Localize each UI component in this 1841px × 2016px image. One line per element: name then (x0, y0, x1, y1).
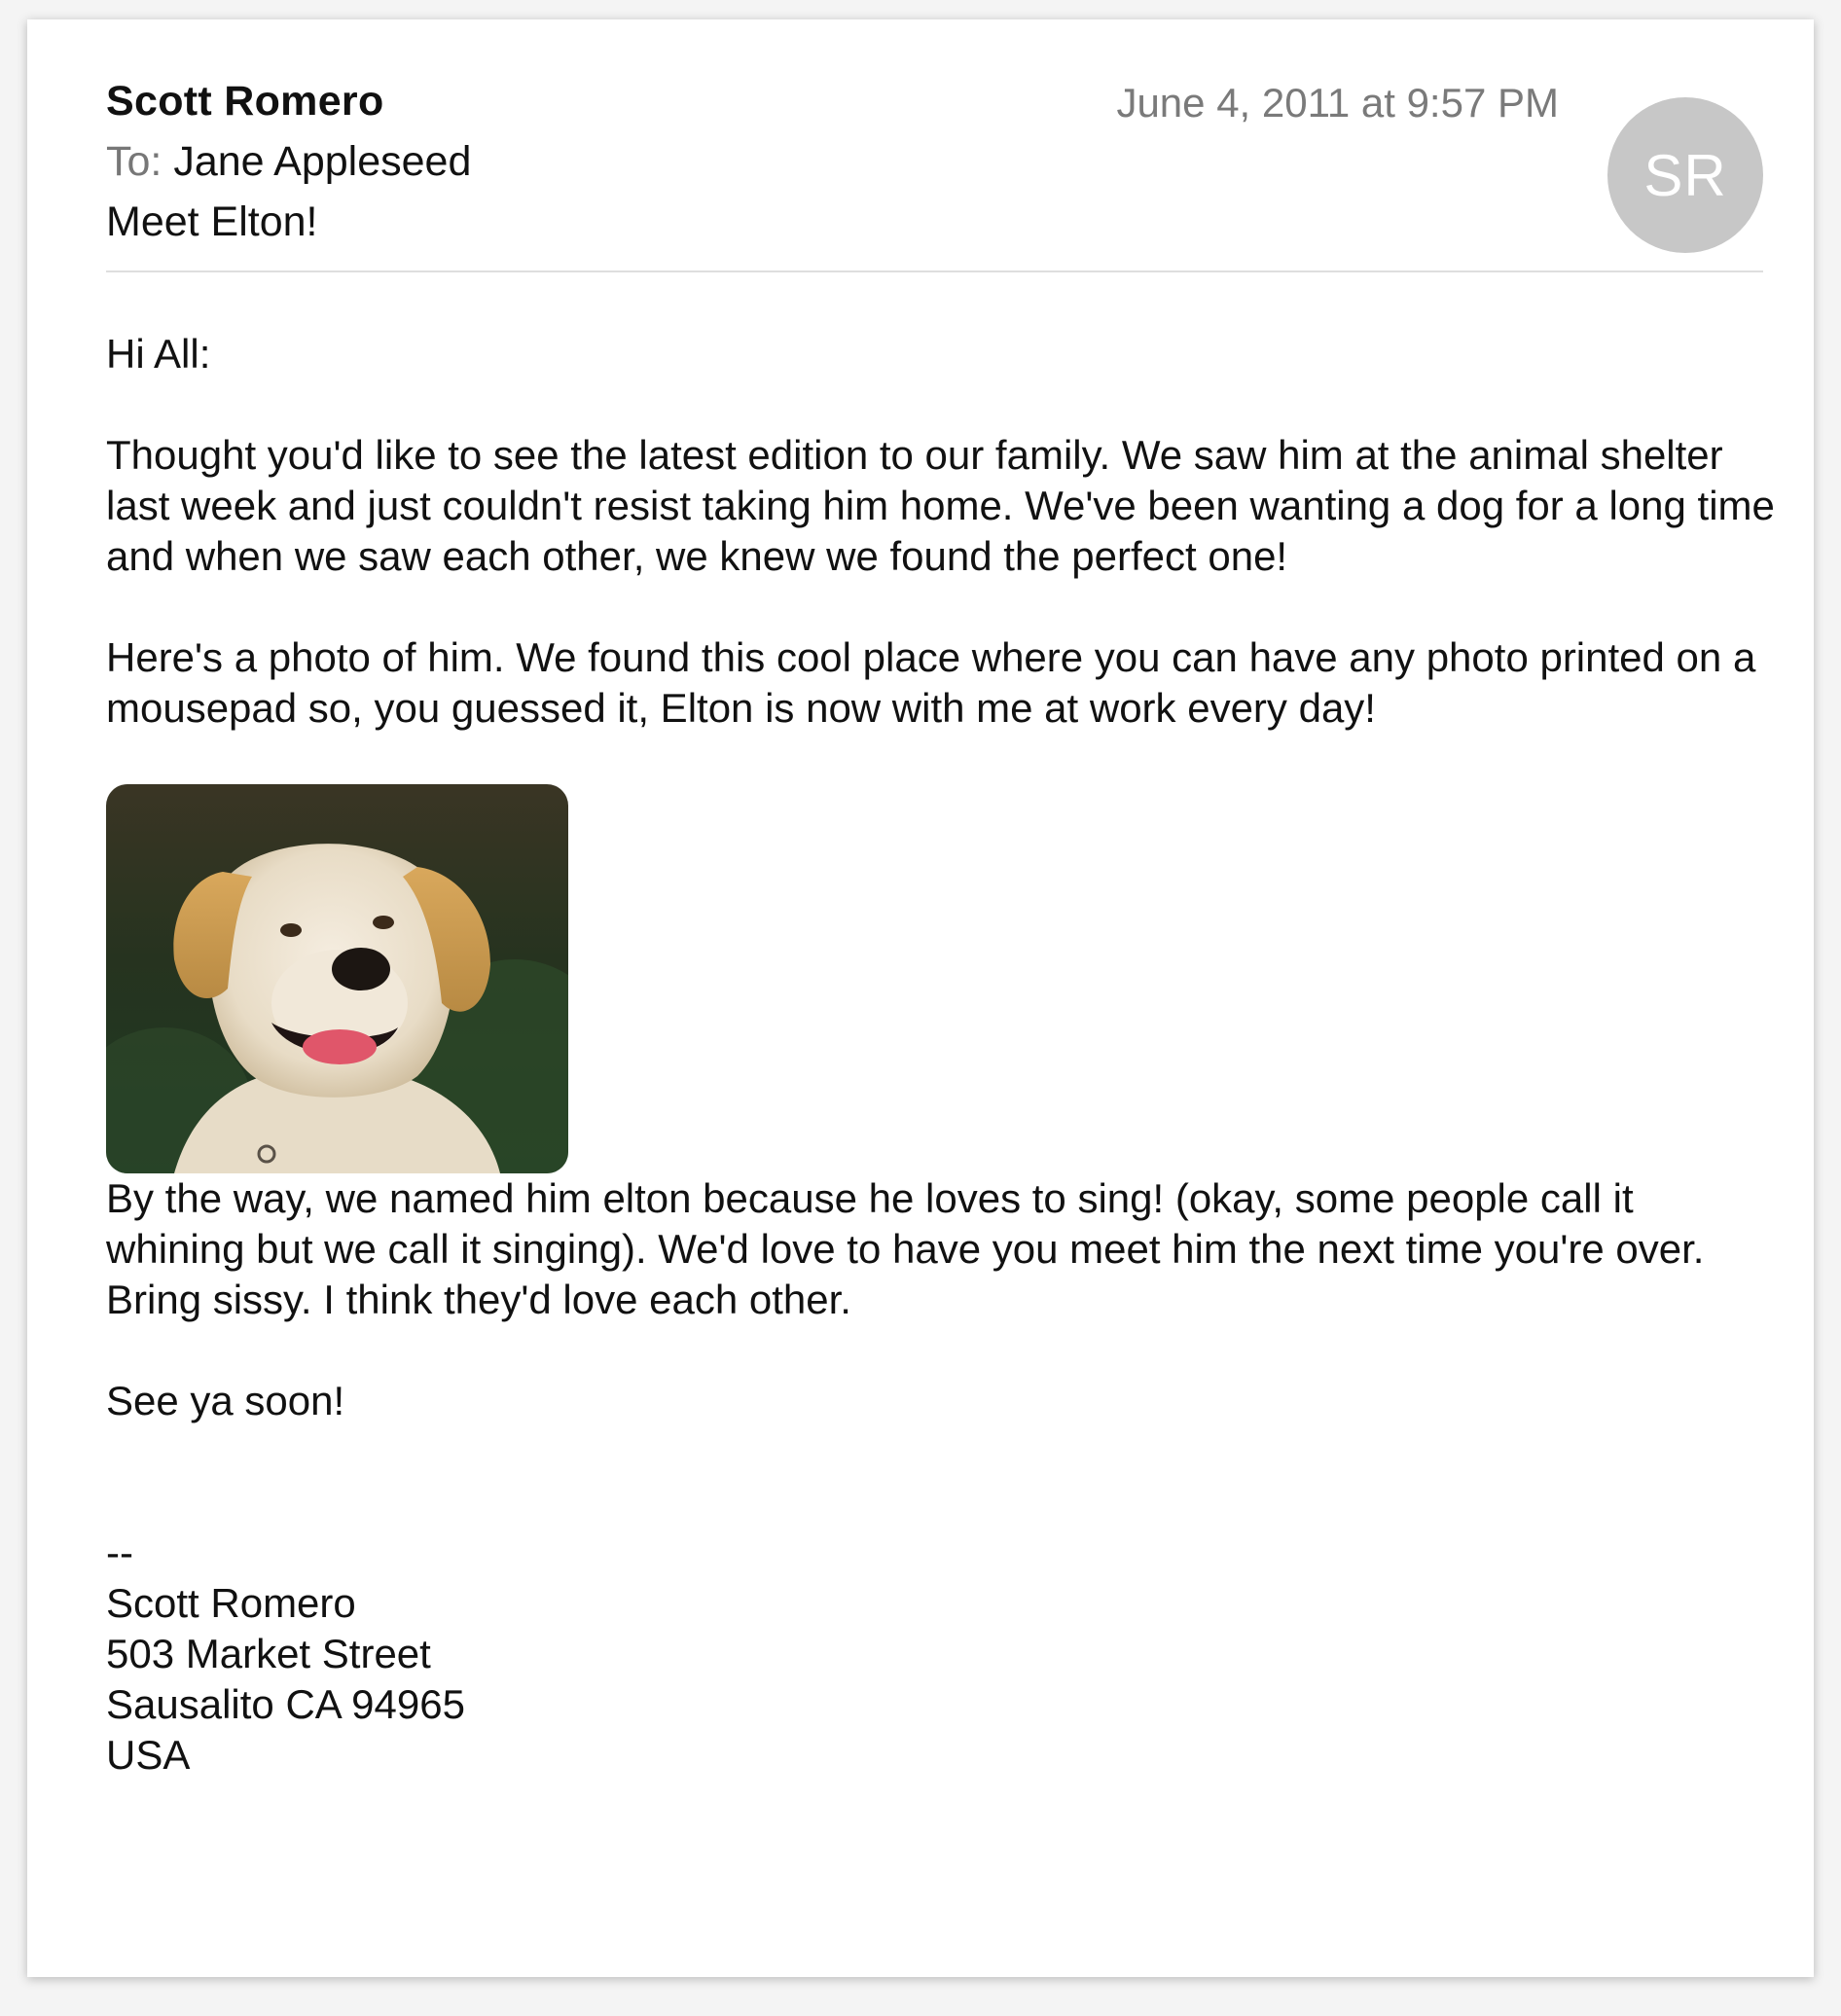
signature-name: Scott Romero (106, 1580, 356, 1626)
dog-photo-attachment[interactable] (106, 784, 568, 1173)
email-card (27, 19, 1814, 1977)
sender-name[interactable]: Scott Romero (106, 78, 384, 125)
email-date: June 4, 2011 at 9:57 PM (1116, 80, 1559, 126)
signature-city: Sausalito CA 94965 (106, 1681, 465, 1727)
header-divider (106, 270, 1763, 272)
body-paragraph-2: Here's a photo of him. We found this cool place where you can have any photo printed on a mousepad so, you guessed it, Elton is now with me at work every day! (106, 634, 1756, 731)
closing-line: See ya soon! (106, 1378, 345, 1423)
sender-avatar[interactable]: SR (1607, 97, 1763, 253)
signature-separator: -- (106, 1530, 133, 1575)
recipient-line (106, 138, 471, 186)
body-paragraph-1: Thought you'd like to see the latest edition to our family. We saw him at the animal shelter last week and just couldn't resist taking him home. We've been wanting a dog for a long time and when we saw each other, we knew we found the perfect one! (106, 432, 1775, 579)
email-subject: Meet Elton! (106, 198, 318, 245)
dog-photo-image (106, 784, 568, 1173)
signature-country: USA (106, 1732, 191, 1778)
recipient-name[interactable]: Jane Appleseed (173, 138, 472, 185)
body-paragraph-3: By the way, we named him elton because he loves to sing! (okay, some people call it whining but we call it singing). We'd love to have you meet him the next time you're over. Bring sissy. I think they'd love each other. (106, 1175, 1705, 1322)
signature-street: 503 Market Street (106, 1631, 431, 1676)
email-body (106, 329, 1780, 1781)
email-header (106, 58, 1763, 290)
greeting: Hi All: (106, 331, 211, 377)
to-label: To: (106, 138, 162, 185)
